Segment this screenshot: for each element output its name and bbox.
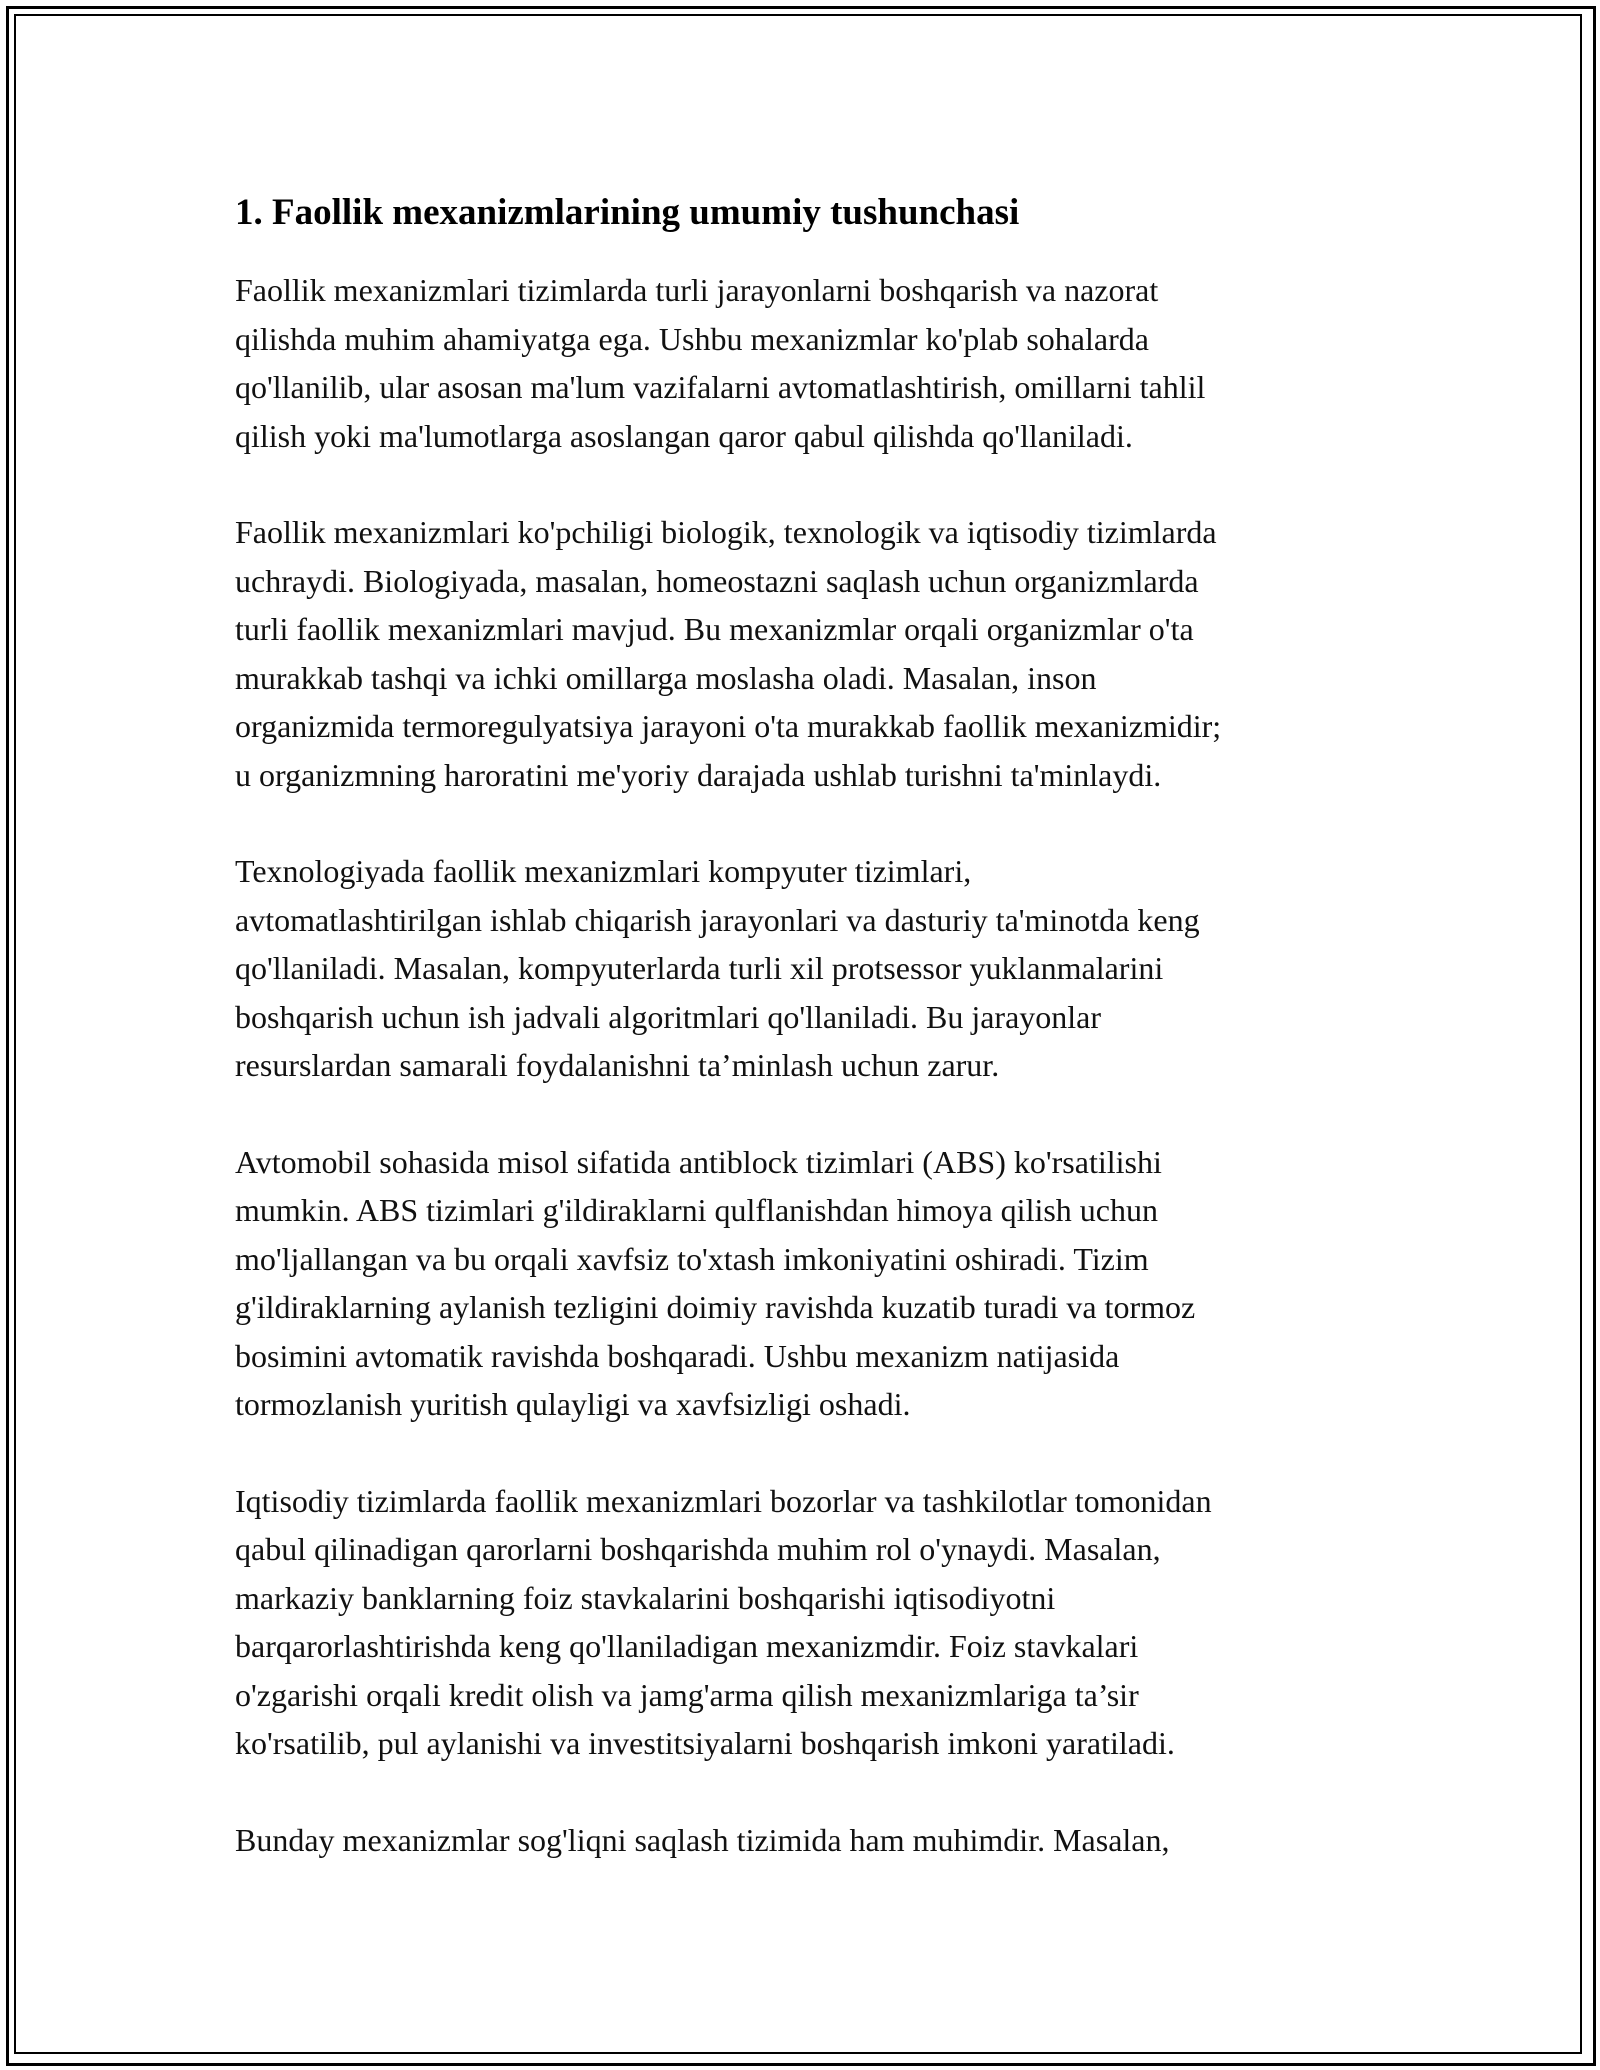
text-line: Faollik mexanizmlari tizimlarda turli jarayonlarni boshqarish va nazorat xyxy=(235,272,1159,308)
text-line: turli faollik mexanizmlari mavjud. Bu mexanizmlar orqali organizmlar o'ta xyxy=(235,611,1194,647)
paragraph-automotive xyxy=(235,1138,1385,1429)
text-line: qilish yoki ma'lumotlarga asoslangan qaror qabul qilishda qo'llaniladi. xyxy=(235,417,1133,454)
text-line: Iqtisodiy tizimlarda faollik mexanizmlari bozorlar va tashkilotlar tomonidan xyxy=(235,1482,1212,1519)
text-line: organizmida termoregulyatsiya jarayoni o'ta murakkab faollik mexanizmidir; xyxy=(235,708,1222,744)
text-line: murakkab tashqi va ichki omillarga moslasha oladi. Masalan, inson xyxy=(235,659,1097,696)
paragraph-economy xyxy=(235,1477,1385,1768)
document-body xyxy=(235,187,1385,1912)
text-line: Texnologiyada faollik mexanizmlari kompyuter tizimlari, xyxy=(235,853,972,889)
text-line: u organizmning haroratini me'yoriy darajada ushlab turishni ta'minlaydi. xyxy=(235,756,1162,793)
text-line: mo'ljallangan va bu orqali xavfsiz to'xtash imkoniyatini oshiradi. Tizim xyxy=(235,1240,1149,1277)
text-line: bosimini avtomatik ravishda boshqaradi. Ushbu mexanizm natijasida xyxy=(235,1337,1120,1374)
paragraph-healthcare xyxy=(235,1816,1385,1865)
text-line: boshqarish uchun ish jadvali algoritmlari qo'llaniladi. Bu jarayonlar xyxy=(235,998,1102,1035)
text-line: qilishda muhim ahamiyatga ega. Ushbu mexanizmlar ko'plab sohalarda xyxy=(235,320,1149,357)
text-line: Bunday mexanizmlar sog'liqni saqlash tizimida ham muhimdir. Masalan, xyxy=(235,1821,1170,1858)
text-line: Avtomobil sohasida misol sifatida antiblock tizimlari (ABS) ko'rsatilishi xyxy=(235,1143,1162,1180)
text-line: resurslardan samarali foydalanishni ta’minlash uchun zarur. xyxy=(235,1047,1000,1083)
text-line: ko'rsatilib, pul aylanishi va investitsiyalarni boshqarish imkoni yaratiladi. xyxy=(235,1725,1175,1761)
text-line: markaziy banklarning foiz stavkalarini boshqarishi iqtisodiyotni xyxy=(235,1579,1056,1616)
text-line: tormozlanish yuritish qulayligi va xavfsizligi oshadi. xyxy=(235,1386,911,1422)
paragraph-intro xyxy=(235,266,1385,460)
paragraph-biology xyxy=(235,508,1385,799)
text-line: Faollik mexanizmlari ko'pchiligi biologik, texnologik va iqtisodiy tizimlarda xyxy=(235,514,1217,550)
text-line: barqarorlashtirishda keng qo'llaniladigan mexanizmdir. Foiz stavkalari xyxy=(235,1628,1139,1664)
text-line: qo'llaniladi. Masalan, kompyuterlarda turli xil protsessor yuklanmalarini xyxy=(235,950,1164,986)
text-line: qabul qilinadigan qarorlarni boshqarishda muhim rol o'ynaydi. Masalan, xyxy=(235,1531,1161,1567)
text-line: avtomatlashtirilgan ishlab chiqarish jarayonlari va dasturiy ta'minotda keng xyxy=(235,901,1200,938)
section-heading: 1. Faollik mexanizmlarining umumiy tushunchasi xyxy=(235,192,1020,233)
text-line: mumkin. ABS tizimlari g'ildiraklarni qulflanishdan himoya qilish uchun xyxy=(235,1192,1158,1228)
text-line: o'zgarishi orqali kredit olish va jamg'arma qilish mexanizmlariga ta’sir xyxy=(235,1676,1139,1713)
text-line: g'ildiraklarning aylanish tezligini doimiy ravishda kuzatib turadi va tormoz xyxy=(235,1289,1196,1325)
text-line: qo'llanilib, ular asosan ma'lum vazifalarni avtomatlashtirish, omillarni tahlil xyxy=(235,369,1206,405)
paragraph-technology xyxy=(235,847,1385,1090)
text-line: uchraydi. Biologiyada, masalan, homeostazni saqlash uchun organizmlarda xyxy=(235,562,1199,599)
